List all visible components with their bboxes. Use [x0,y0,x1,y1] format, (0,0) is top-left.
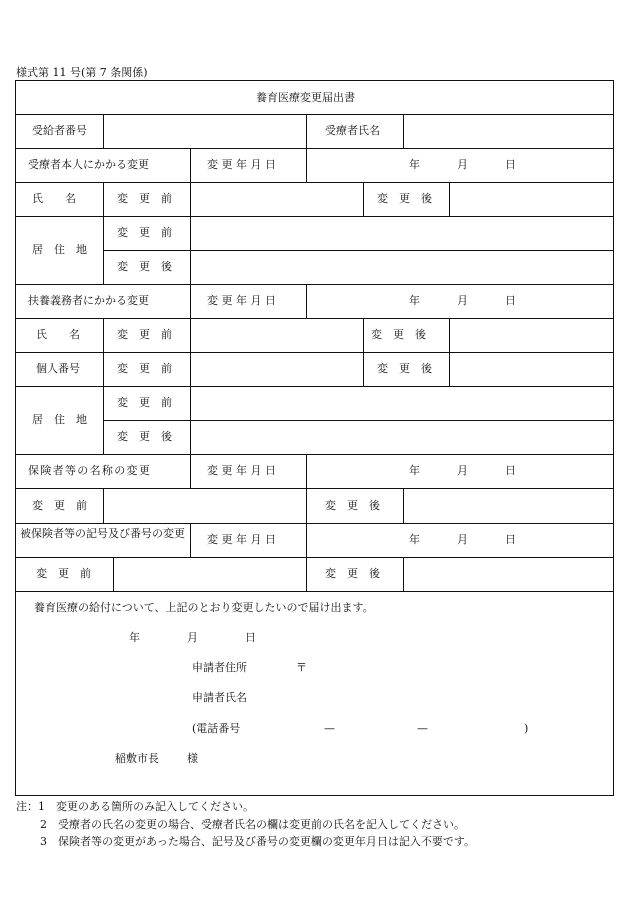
personal-number-after-label: 変 更 後 [377,362,432,375]
month-label: 月 [457,158,468,171]
day-label: 日 [505,294,516,307]
name-before-label: 変 更 前 [117,192,172,205]
form-number: 様式第 11 号(第 7 条関係) [16,66,148,79]
guardian-name-after-label: 変 更 後 [371,328,426,341]
phone-label: (電話番号 [192,722,241,735]
day-label: 日 [505,533,516,546]
applicant-name-label: 申請者氏名 [192,691,247,704]
guardian-address-label: 居 住 地 [32,413,87,426]
insurer-after-label: 変 更 後 [325,499,380,512]
applicant-address-label: 申請者住所 [192,661,247,674]
patient-name-label: 受療者氏名 [325,124,380,137]
note-1: 注：1 変更のある箇所のみ記入してください。 [16,800,254,813]
form-title: 養育医療変更届出書 [256,91,355,104]
address-label: 居 住 地 [32,243,87,256]
recipient-number-label: 受給者番号 [32,124,87,137]
year-label: 年 [409,158,420,171]
application-form [15,80,614,796]
month-label: 月 [457,533,468,546]
change-date-label: 変 更 年 月 日 [207,158,276,171]
year-label: 年 [409,464,420,477]
date-year-label: 年 [129,631,140,644]
day-label: 日 [505,158,516,171]
change-date-label: 変 更 年 月 日 [207,294,276,307]
name-after-label: 変 更 後 [377,192,432,205]
guardian-name-label: 氏 名 [36,328,80,341]
month-label: 月 [457,464,468,477]
insurer-before-label: 変 更 前 [32,499,87,512]
patient-change-label: 受療者本人にかかる変更 [28,158,149,171]
phone-dash-2: — [417,722,428,735]
year-label: 年 [409,533,420,546]
declaration-text: 養育医療の給付について、上記のとおり変更したいので届け出ます。 [34,601,374,614]
insurer-name-change-label: 保険者等の名称の変更 [28,464,152,477]
note-2: 2 受療者の氏名の変更の場合、受療者氏名の欄は変更前の氏名を記入してください。 [40,818,465,831]
address-before-label: 変 更 前 [117,226,172,239]
guardian-name-before-label: 変 更 前 [117,328,172,341]
honorific: 様 [187,752,198,765]
insured-symbol-change-label: 被保険者等の記号及び番号の変更 [20,527,185,540]
insured-after-label: 変 更 後 [325,567,380,580]
addressee: 稲敷市長 [115,752,159,765]
change-date-label: 変 更 年 月 日 [207,464,276,477]
personal-number-before-label: 変 更 前 [117,362,172,375]
year-label: 年 [409,294,420,307]
guardian-address-after-label: 変 更 後 [117,430,172,443]
phone-dash-1: — [324,722,335,735]
address-after-label: 変 更 後 [117,260,172,273]
guardian-change-label: 扶養義務者にかかる変更 [28,294,149,307]
personal-number-label: 個人番号 [36,362,80,375]
date-day-label: 日 [245,631,256,644]
day-label: 日 [505,464,516,477]
postal-mark: 〒 [296,661,307,674]
month-label: 月 [457,294,468,307]
note-3: 3 保険者等の変更があった場合、記号及び番号の変更欄の変更年月日は記入不要です。 [40,835,476,848]
insured-before-label: 変 更 前 [36,567,91,580]
change-date-label: 変 更 年 月 日 [207,533,276,546]
phone-close: ) [524,722,529,735]
guardian-address-before-label: 変 更 前 [117,396,172,409]
date-month-label: 月 [187,631,198,644]
name-label: 氏 名 [32,192,76,205]
